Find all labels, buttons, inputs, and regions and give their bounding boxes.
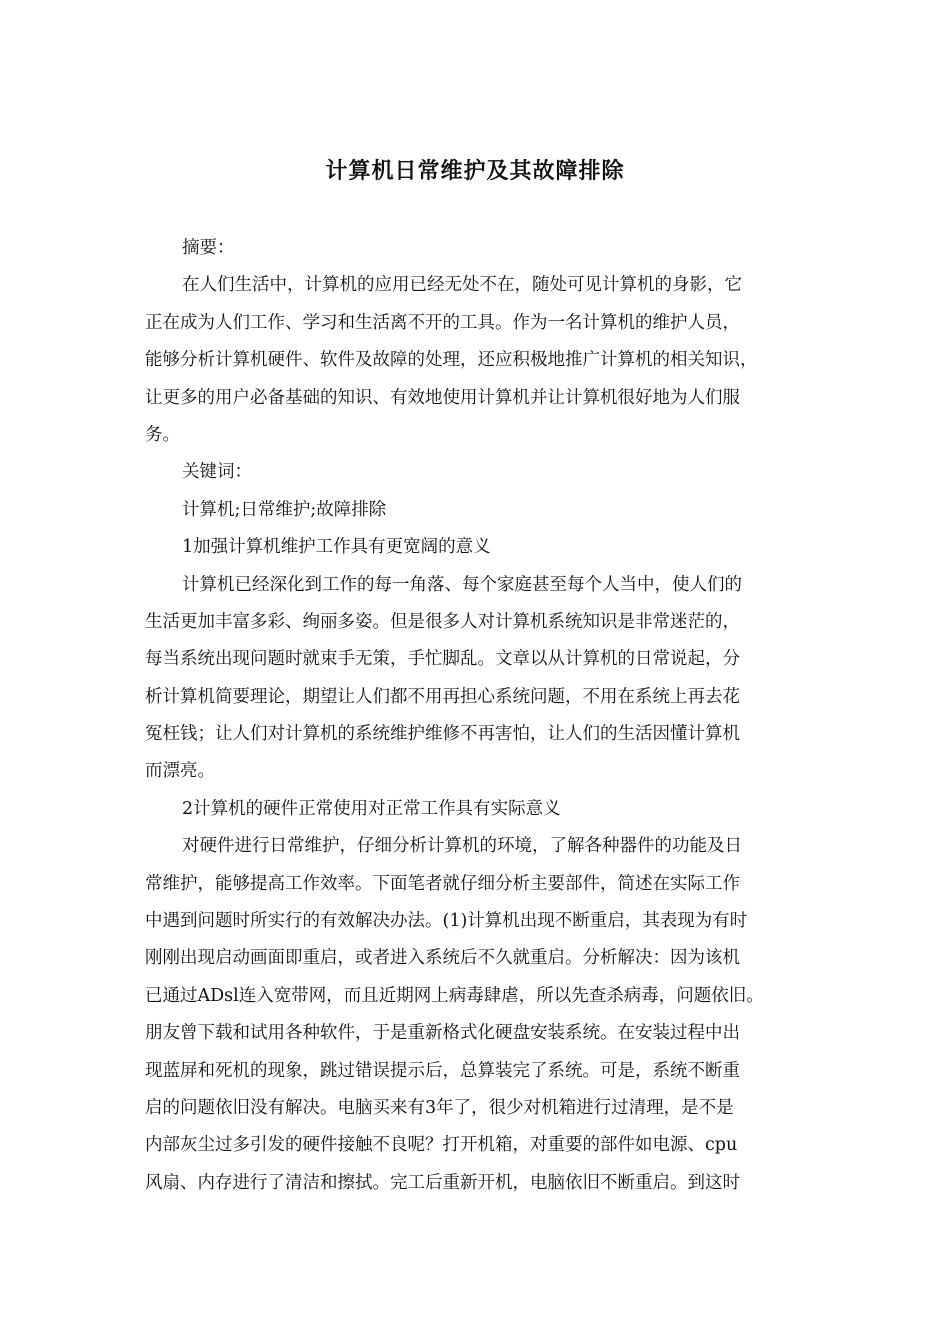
text-line: 让更多的用户必备基础的知识、有效地使用计算机并让计算机很好地为人们服 xyxy=(145,387,740,408)
text-line: 析计算机简要理论，期望让人们都不用再担心系统问题，不用在系统上再去花 xyxy=(145,686,740,707)
text-line: 正在成为人们工作、学习和生活离不开的工具。作为一名计算机的维护人员， xyxy=(145,312,740,333)
text-line: 计算机已经深化到工作的每一角落、每个家庭甚至每个人当中，使人们的 xyxy=(182,574,742,595)
text-line: 启的问题依旧没有解决。电脑买来有3年了，很少对机箱进行过清理，是不是 xyxy=(145,1097,734,1118)
text-line: 朋友曾下载和试用各种软件，于是重新格式化硬盘安装系统。在安装过程中出 xyxy=(145,1023,740,1044)
text-line: 每当系统出现问题时就束手无策，手忙脚乱。文章以从计算机的日常说起，分 xyxy=(145,649,740,670)
document-title: 计算机日常维护及其故障排除 xyxy=(325,158,625,184)
text-line: 关键词： xyxy=(182,462,252,483)
text-line: 对硬件进行日常维护，仔细分析计算机的环境，了解各种器件的功能及日 xyxy=(182,836,742,857)
text-line: 内部灰尘过多引发的硬件接触不良呢？打开机箱，对重要的部件如电源、cpu xyxy=(145,1135,738,1156)
text-line: 已通过ADsl连入宽带网，而且近期网上病毒肆虐，所以先查杀病毒，问题依旧。 xyxy=(145,985,764,1006)
text-line: 能够分析计算机硬件、软件及故障的处理，还应积极地推广计算机的相关知识， xyxy=(145,350,758,371)
text-line: 而漂亮。 xyxy=(145,761,215,782)
text-line: 在人们生活中，计算机的应用已经无处不在，随处可见计算机的身影，它 xyxy=(182,275,742,296)
document-body xyxy=(145,230,805,1202)
text-line: 冤枉钱；让人们对计算机的系统维护维修不再害怕，让人们的生活因懂计算机 xyxy=(145,724,740,745)
text-line: 2计算机的硬件正常使用对正常工作具有实际意义 xyxy=(182,798,561,819)
text-line: 摘要： xyxy=(182,238,235,258)
text-line: 1加强计算机维护工作具有更宽阔的意义 xyxy=(182,537,491,558)
text-line: 刚刚出现启动画面即重启，或者进入系统后不久就重启。分析解决：因为该机 xyxy=(145,948,740,969)
text-line: 计算机;日常维护;故障排除 xyxy=(182,499,387,520)
text-line: 风扇、内存进行了清洁和擦拭。完工后重新开机，电脑依旧不断重启。到这时 xyxy=(145,1172,740,1193)
text-line: 务。 xyxy=(145,424,180,445)
text-line: 现蓝屏和死机的现象，跳过错误提示后，总算装完了系统。可是，系统不断重 xyxy=(145,1060,740,1081)
text-line: 中遇到问题时所实行的有效解决办法。(1)计算机出现不断重启，其表现为有时 xyxy=(145,911,748,932)
text-line: 生活更加丰富多彩、绚丽多姿。但是很多人对计算机系统知识是非常迷茫的， xyxy=(145,611,740,632)
text-line: 常维护，能够提高工作效率。下面笔者就仔细分析主要部件，简述在实际工作 xyxy=(145,873,740,894)
